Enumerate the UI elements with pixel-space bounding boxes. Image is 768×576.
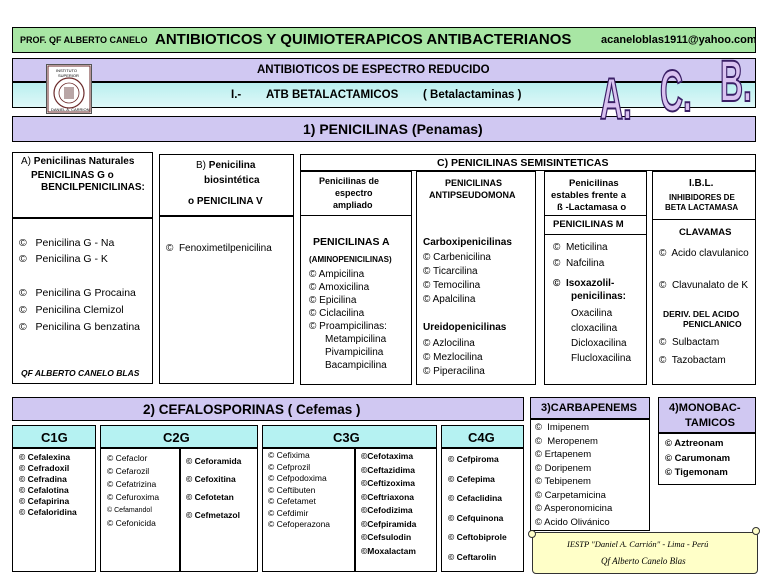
list-item: © Cefaclor — [107, 453, 148, 463]
col-b-header — [159, 154, 294, 216]
col-a-body — [12, 218, 153, 384]
list-item: © Cefalotina — [19, 485, 69, 495]
list-item: © Doripenem — [535, 462, 592, 474]
list-item: © Carpetamicina — [535, 489, 606, 501]
c-sub1-group-sub: (AMINOPENICILINAS) — [309, 255, 392, 264]
subtitle1-bar — [12, 58, 756, 82]
list-item: © Penicilina G benzatina — [19, 321, 140, 333]
list-item: © Cefetamet — [268, 496, 316, 506]
c1g-list — [19, 452, 77, 518]
subtitle1: ANTIBIOTICOS DE ESPECTRO REDUCIDO — [257, 64, 490, 76]
list-item: © Cefdimir — [268, 507, 309, 518]
list-item: © Ceftarolin — [448, 551, 497, 562]
monobactams-title1: 4)MONOBAC- — [669, 402, 741, 414]
list-item: © Ciclacilina — [309, 308, 365, 319]
col-c-heading: C) PENICILINAS SEMISINTETICAS — [437, 157, 609, 169]
big-letter-c: C. — [660, 59, 692, 124]
c2g-list-b — [186, 452, 241, 524]
list-item: © Asperonomicina — [535, 503, 613, 514]
c-sub3-sublist — [571, 306, 631, 366]
list-item: © Mezlocilina — [423, 352, 483, 363]
c3g-title-box — [262, 425, 437, 448]
footer-scroll — [532, 532, 758, 574]
c1g-title-box — [12, 425, 96, 448]
subtitle2: ATB BETALACTAMICOS — [266, 89, 399, 101]
c3g-title: C3G — [333, 430, 360, 445]
c2g-body-a — [100, 448, 180, 572]
list-item: © Imipenem — [535, 422, 589, 433]
list-item: © Meticilina — [553, 242, 608, 253]
col-a-sub2: BENCILPENICILINAS: — [41, 182, 145, 193]
c-sub2: PENICILINAS ANTIPSEUDOMONA Carboxipenicilinas © Carbenicilina © Ticarcilina © Temocilina © Apalcilina Ureidopenicilinas © Azlocilina © Mezlocilina © Piperacilina — [416, 171, 536, 385]
col-a-header — [12, 152, 153, 218]
list-item: ©Cefotaxima — [361, 451, 414, 461]
list-item: © Ticarcilina — [423, 266, 478, 277]
logo-line3: DANIEL A. CARRION — [51, 107, 90, 112]
logo — [46, 64, 92, 114]
c-sub2-list1 — [423, 251, 491, 307]
col-b-body — [159, 216, 294, 384]
list-item: © Aztreonam — [665, 438, 724, 449]
monobactams-title2: TAMICOS — [685, 417, 735, 429]
col-c-header — [300, 154, 756, 171]
list-item: © Penicilina G Procaina — [19, 287, 136, 299]
c-sub2-group2: Ureidopenicilinas — [423, 322, 507, 333]
c-sub1-list — [309, 268, 387, 372]
c-sub2-group1: Carboxipenicilinas — [423, 237, 512, 248]
list-item: © Cefepima — [448, 473, 495, 484]
c2g-list-a — [107, 452, 159, 530]
list-item: ©Ceftizoxima — [361, 478, 415, 488]
c-sub4-group2a: DERIV. DEL ACIDO — [663, 309, 740, 319]
list-item: © Acido Olivánico — [535, 516, 610, 528]
section2-title: 2) CEFALOSPORINAS ( Cefemas ) — [143, 402, 361, 417]
list-item: © Cefoperazona — [268, 519, 331, 529]
c2g-body-b — [180, 448, 258, 572]
list-item: © Cefixima — [268, 450, 310, 460]
list-item: ©Ceftazidima — [361, 464, 415, 475]
list-item: © Cefprozil — [268, 461, 311, 472]
list-item: © Penicilina G - K — [19, 253, 108, 265]
list-item: © Nafcilina — [553, 258, 605, 269]
c-sub3-list — [553, 240, 608, 272]
subtitle2-suffix: ( Betalactaminas ) — [423, 89, 522, 101]
list-item: © Epicilina — [309, 295, 357, 306]
list-item: ©Cefodizima — [361, 505, 413, 515]
c-sub3: Penicilinas estables frente a ß -Lactamasa o PENICILINAS M © Meticilina © Nafcilina © Isoxazolil- penicilinas: Oxacilina cloxacilina Dicloxacilina Flucloxacilina — [544, 171, 647, 385]
list-item: © Cefradoxil — [19, 463, 70, 473]
section1-title: 1) PENICILINAS (Penamas) — [303, 121, 483, 137]
c-sub1-head: Penicilinas de espectro ampliado — [301, 172, 411, 216]
big-letter-a: A. — [600, 67, 632, 132]
c2g-title: C2G — [163, 430, 190, 445]
list-item: © Cefoxitina — [186, 474, 236, 484]
list-item: ©Ceftriaxona — [361, 491, 415, 502]
c3g-list-b — [361, 450, 416, 558]
c-sub2-list2 — [423, 337, 485, 379]
list-item: © Amoxicilina — [309, 282, 370, 293]
list-item: © Cefaloridina — [19, 507, 77, 517]
header-email: acaneloblas1911@yahoo.com — [601, 34, 757, 46]
subtitle2-prefix: I.- — [231, 89, 242, 101]
list-item: © Meropenem — [535, 435, 598, 447]
list-item: © Ampicilina — [309, 269, 365, 280]
c4g-title-box — [441, 425, 524, 448]
col-b-heading2: biosintética — [204, 175, 260, 186]
c-sub3-group: PENICILINAS M — [553, 219, 624, 230]
c2g-title-box — [100, 425, 258, 448]
list-item: ©Moxalactam — [361, 545, 416, 556]
col-b-item: © Fenoximetilpenicilina — [166, 243, 272, 254]
list-item: © Carbenicilina — [423, 252, 491, 263]
list-item: © Cefonicida — [107, 518, 156, 528]
header-title: ANTIBIOTICOS Y QUIMIOTERAPICOS ANTIBACTERIANOS — [155, 31, 572, 48]
footer-line2: Qf Alberto Canelo Blas — [601, 556, 686, 566]
c4g-title: C4G — [468, 430, 495, 445]
carbapenems-list — [535, 421, 612, 529]
c-sub4-item1: © Acido clavulanico — [659, 248, 749, 259]
c-sub1 — [300, 171, 412, 385]
col-a-list2 — [19, 285, 140, 336]
c4g-list — [448, 450, 507, 567]
list-item: © Cefuroxima — [107, 492, 160, 502]
list-item: © Apalcilina — [423, 294, 476, 305]
c3g-body-b — [355, 448, 437, 572]
c-sub3-group2: © Isoxazolil- penicilinas: — [553, 278, 627, 302]
list-item: © Cefquinona — [448, 512, 504, 523]
col-b-heading1: B) Penicilina — [196, 160, 256, 171]
c-sub4-group2b: PENICLANICO — [683, 319, 742, 329]
c3g-list-a — [268, 450, 330, 531]
scroll-curl-right — [752, 527, 760, 535]
list-item: © Azlocilina — [423, 338, 475, 349]
list-item: Pivampicilina — [325, 347, 384, 358]
list-item: Oxacilina — [571, 308, 613, 319]
list-item: © Cefradina — [19, 474, 67, 484]
list-item: © Sulbactam — [659, 337, 720, 348]
c3g-body-a — [262, 448, 355, 572]
logo-line2: SUPERIOR — [58, 73, 79, 78]
list-item: Bacampicilina — [325, 360, 387, 371]
list-item: ©Cefsulodin — [361, 532, 412, 542]
header-author: PROF. QF ALBERTO CANELO — [20, 35, 148, 45]
col-a-footer: QF ALBERTO CANELO BLAS — [21, 368, 140, 378]
list-item: Dicloxacilina — [571, 338, 627, 349]
col-a-sub1: PENICILINAS G o — [31, 170, 114, 181]
c-sub4: I.B.L. INHIBIDORES DE BETA LACTAMASA CLAVAMAS © Acido clavulanico © Clavunalato de K DERIV. DEL ACIDO PENICLANICO © Sulbactam © Tazobactam — [652, 171, 756, 385]
c-sub4-group: CLAVAMAS — [679, 227, 732, 238]
list-item: © Cefamandol — [107, 507, 152, 514]
c1g-title: C1G — [41, 430, 68, 445]
list-item: © Cefaclidina — [448, 493, 502, 503]
list-item: © Ceftobiprole — [448, 532, 507, 542]
c-sub4-item2: © Clavunalato de K — [659, 280, 749, 291]
list-item: © Tigemonam — [665, 467, 728, 478]
carbapenems-body — [530, 419, 650, 531]
list-item: © Cefatrizina — [107, 479, 157, 489]
list-item: Flucloxacilina — [571, 353, 632, 364]
list-item: © Tebipenem — [535, 476, 591, 487]
monobactams-list — [665, 437, 730, 481]
list-item: © Piperacilina — [423, 366, 485, 377]
list-item: © Cefpodoxima — [268, 473, 327, 483]
subtitle2-bar — [12, 82, 756, 108]
list-item: © Ceforamida — [186, 456, 242, 466]
list-item: © Cefarozil — [107, 466, 150, 476]
list-item: © Penicilina Clemizol — [19, 304, 124, 316]
section2-bar — [12, 397, 524, 421]
list-item: © Proampicilinas: — [309, 321, 387, 332]
col-b-heading3: o PENICILINA V — [188, 196, 263, 207]
list-item: © Ertapenem — [535, 449, 592, 460]
list-item: © Ceftibuten — [268, 484, 316, 495]
c1g-body — [12, 448, 96, 572]
list-item: © Tazobactam — [659, 355, 726, 366]
list-item: © Penicilina G - Na — [19, 237, 115, 249]
scroll-curl-left — [528, 530, 536, 538]
list-item: © Temocilina — [423, 280, 481, 291]
list-item: ©Cefpiramida — [361, 518, 417, 529]
list-item: © Carumonam — [665, 452, 731, 464]
list-item: © Cefotetan — [186, 492, 234, 502]
carbapenems-title-box — [530, 397, 650, 419]
c4g-body — [441, 448, 524, 572]
footer-line1: IESTP "Daniel A. Carrión" - Lima - Perú — [567, 539, 709, 549]
c-sub4-list2 — [659, 334, 726, 370]
list-item: © Cefapirina — [19, 496, 70, 506]
list-item: Metampicilina — [325, 334, 387, 345]
list-item: © Cefpiroma — [448, 454, 499, 464]
monobactams-body — [658, 433, 756, 485]
col-a-heading: A) Penicilinas Naturales — [21, 156, 135, 167]
big-letter-b: B. — [720, 49, 752, 114]
col-a-list1 — [19, 235, 114, 267]
list-item: © Cefmetazol — [186, 510, 240, 520]
list-item: © Cefalexina — [19, 452, 71, 462]
section1-bar — [12, 116, 756, 142]
monobactams-title-box — [658, 397, 756, 433]
c-sub1-group: PENICILINAS A — [313, 236, 390, 248]
list-item: cloxacilina — [571, 323, 618, 334]
carbapenems-title: 3)CARBAPENEMS — [541, 402, 637, 414]
header-bar — [12, 27, 756, 53]
logo-line1: INSTITUTO — [56, 68, 78, 73]
